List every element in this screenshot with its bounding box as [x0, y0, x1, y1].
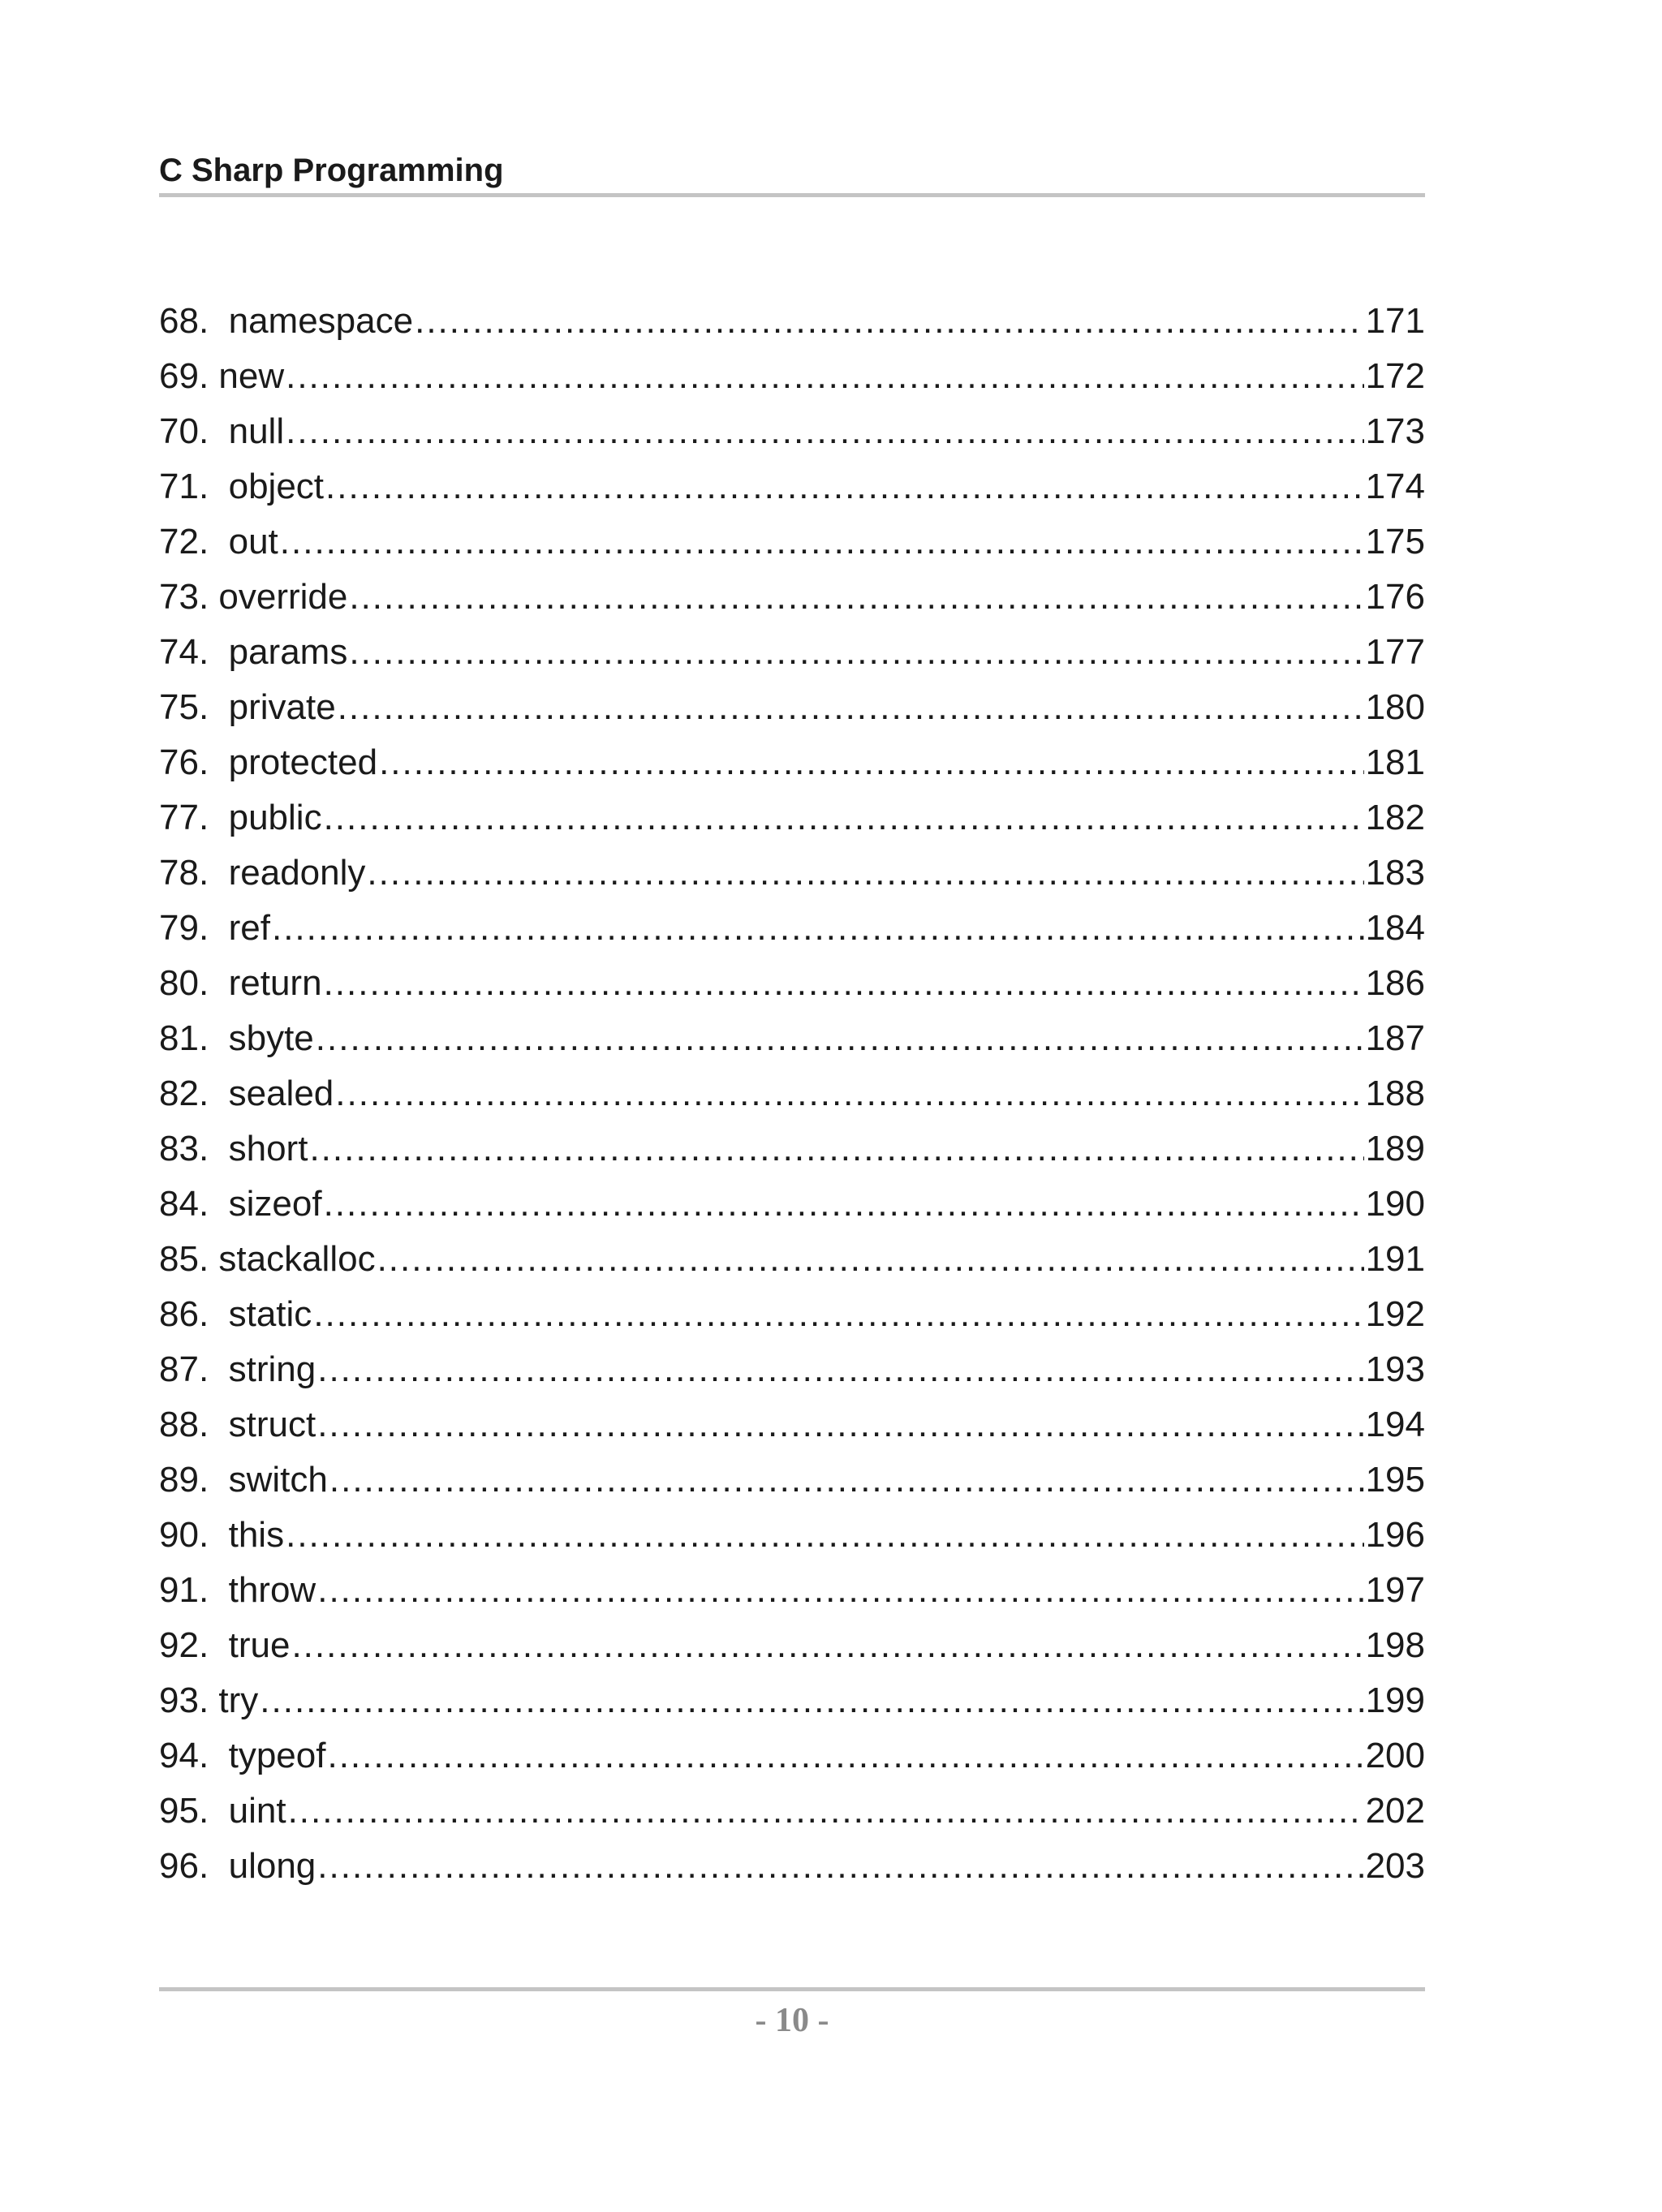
toc-entry: [159, 1673, 1425, 1728]
toc-entry-page: 182: [1365, 798, 1425, 837]
running-header: C Sharp Programming: [159, 153, 504, 188]
toc-dot-leader: [324, 1177, 1364, 1232]
toc-entry-title: 75. private: [159, 687, 336, 727]
toc-dot-leader: [288, 1784, 1364, 1839]
toc-entry: [159, 1342, 1425, 1397]
toc-entry-title: 88. struct: [159, 1405, 316, 1444]
toc-entry: [159, 1397, 1425, 1452]
toc-dot-leader: [329, 1452, 1364, 1508]
toc-entry: [159, 1232, 1425, 1287]
toc-dot-leader: [379, 735, 1364, 790]
toc-entry-title: 84. sizeof: [159, 1184, 322, 1224]
toc-entry-page: 203: [1365, 1846, 1425, 1886]
toc-dot-leader: [260, 1673, 1363, 1728]
toc-dot-leader: [338, 680, 1364, 735]
toc-entry: [159, 790, 1425, 846]
toc-dot-leader: [317, 1839, 1363, 1894]
toc-entry-title: 94. typeof: [159, 1736, 326, 1775]
toc-entry-page: 202: [1365, 1791, 1425, 1831]
toc-entry-title: 89. switch: [159, 1460, 328, 1500]
toc-entry-page: 200: [1365, 1736, 1425, 1775]
toc-entry-page: 173: [1365, 411, 1425, 451]
toc-entry-title: 96. ulong: [159, 1846, 316, 1886]
toc-entry-page: 197: [1365, 1570, 1425, 1610]
toc-entry: [159, 459, 1425, 514]
toc-entry: [159, 1177, 1425, 1232]
toc-entry-page: 172: [1365, 356, 1425, 396]
toc-entry-title: 71. object: [159, 467, 325, 506]
toc-entry: [159, 1066, 1425, 1121]
toc-entry-page: 195: [1365, 1460, 1425, 1500]
toc-entry-page: 183: [1365, 853, 1425, 893]
toc-entry-title: 93. try: [159, 1681, 259, 1720]
toc-entry-page: 180: [1365, 687, 1425, 727]
toc-entry: [159, 1452, 1425, 1508]
toc-entry-page: 198: [1365, 1625, 1425, 1665]
toc-entry-title: 92. true: [159, 1625, 291, 1665]
toc-entry-title: 81. sbyte: [159, 1018, 314, 1058]
toc-entry-title: 87. string: [159, 1349, 316, 1389]
toc-entry-page: 181: [1365, 742, 1425, 782]
footer-rule: [159, 1987, 1425, 1991]
toc-entry-title: 79. ref: [159, 908, 270, 948]
toc-entry: [159, 901, 1425, 956]
toc-entry-page: 174: [1365, 467, 1425, 506]
toc-entry-page: 194: [1365, 1405, 1425, 1444]
toc-dot-leader: [317, 1397, 1363, 1452]
toc-entry-title: 82. sealed: [159, 1074, 334, 1113]
toc-entry: [159, 404, 1425, 459]
toc-dot-leader: [325, 459, 1364, 514]
toc-dot-leader: [286, 404, 1363, 459]
toc-dot-leader: [291, 1618, 1363, 1673]
toc-entry-page: 199: [1365, 1681, 1425, 1720]
toc-entry: [159, 294, 1425, 349]
toc-dot-leader: [377, 1232, 1364, 1287]
toc-entry-page: 186: [1365, 963, 1425, 1003]
toc-entry: [159, 1508, 1425, 1563]
toc-dot-leader: [349, 570, 1363, 625]
toc-entry: [159, 349, 1425, 404]
toc-entry-title: 74. params: [159, 632, 348, 672]
toc-entry-page: 189: [1365, 1129, 1425, 1168]
toc-entry: [159, 1728, 1425, 1784]
toc-dot-leader: [316, 1011, 1364, 1066]
toc-entry-title: 91. throw: [159, 1570, 316, 1610]
toc-dot-leader: [286, 349, 1363, 404]
toc-entry: [159, 1011, 1425, 1066]
toc-dot-leader: [324, 956, 1364, 1011]
toc-entry-title: 76. protected: [159, 742, 378, 782]
toc-dot-leader: [324, 790, 1364, 846]
toc-entry: [159, 846, 1425, 901]
toc-entry: [159, 1563, 1425, 1618]
toc-entry-title: 86. static: [159, 1294, 312, 1334]
toc-entry-title: 95. uint: [159, 1791, 286, 1831]
toc-entry: [159, 1784, 1425, 1839]
toc-entry-page: 196: [1365, 1515, 1425, 1555]
toc-entry-title: 80. return: [159, 963, 322, 1003]
toc-entry-title: 77. public: [159, 798, 322, 837]
toc-entry-title: 85. stackalloc: [159, 1239, 376, 1279]
toc-entry-page: 190: [1365, 1184, 1425, 1224]
toc-entry-page: 171: [1365, 301, 1425, 341]
header-rule: [159, 193, 1425, 197]
toc-entry-page: 191: [1365, 1239, 1425, 1279]
toc-entry: [159, 1287, 1425, 1342]
toc-entry-title: 90. this: [159, 1515, 285, 1555]
toc-dot-leader: [415, 294, 1363, 349]
toc-dot-leader: [280, 514, 1364, 570]
toc-entry-page: 193: [1365, 1349, 1425, 1389]
toc-dot-leader: [286, 1508, 1363, 1563]
toc-entry-title: 78. readonly: [159, 853, 366, 893]
toc-entry-page: 184: [1365, 908, 1425, 948]
toc-entry-page: 187: [1365, 1018, 1425, 1058]
toc-entry-title: 69. new: [159, 356, 285, 396]
toc-entry: [159, 1618, 1425, 1673]
toc-entry-page: 188: [1365, 1074, 1425, 1113]
toc-entry-title: 83. short: [159, 1129, 308, 1168]
toc-entry-title: 68. namespace: [159, 301, 414, 341]
toc-entry-page: 175: [1365, 522, 1425, 562]
toc-dot-leader: [309, 1121, 1363, 1177]
toc-dot-leader: [349, 625, 1363, 680]
toc-dot-leader: [313, 1287, 1363, 1342]
toc-entry-title: 73. override: [159, 577, 348, 617]
toc-entry: [159, 735, 1425, 790]
toc-entry: [159, 570, 1425, 625]
toc-entry: [159, 1839, 1425, 1894]
toc-dot-leader: [317, 1342, 1363, 1397]
toc-entry: [159, 1121, 1425, 1177]
page-number: - 10 -: [755, 2002, 829, 2039]
toc-dot-leader: [272, 901, 1364, 956]
toc-dot-leader: [367, 846, 1363, 901]
toc-entry: [159, 956, 1425, 1011]
toc-entry: [159, 625, 1425, 680]
table-of-contents: [159, 294, 1425, 1894]
toc-entry: [159, 514, 1425, 570]
toc-entry-page: 176: [1365, 577, 1425, 617]
toc-dot-leader: [335, 1066, 1363, 1121]
toc-entry-title: 72. out: [159, 522, 278, 562]
toc-entry-title: 70. null: [159, 411, 285, 451]
toc-entry: [159, 680, 1425, 735]
toc-dot-leader: [327, 1728, 1363, 1784]
toc-entry-page: 177: [1365, 632, 1425, 672]
toc-dot-leader: [317, 1563, 1363, 1618]
toc-entry-page: 192: [1365, 1294, 1425, 1334]
